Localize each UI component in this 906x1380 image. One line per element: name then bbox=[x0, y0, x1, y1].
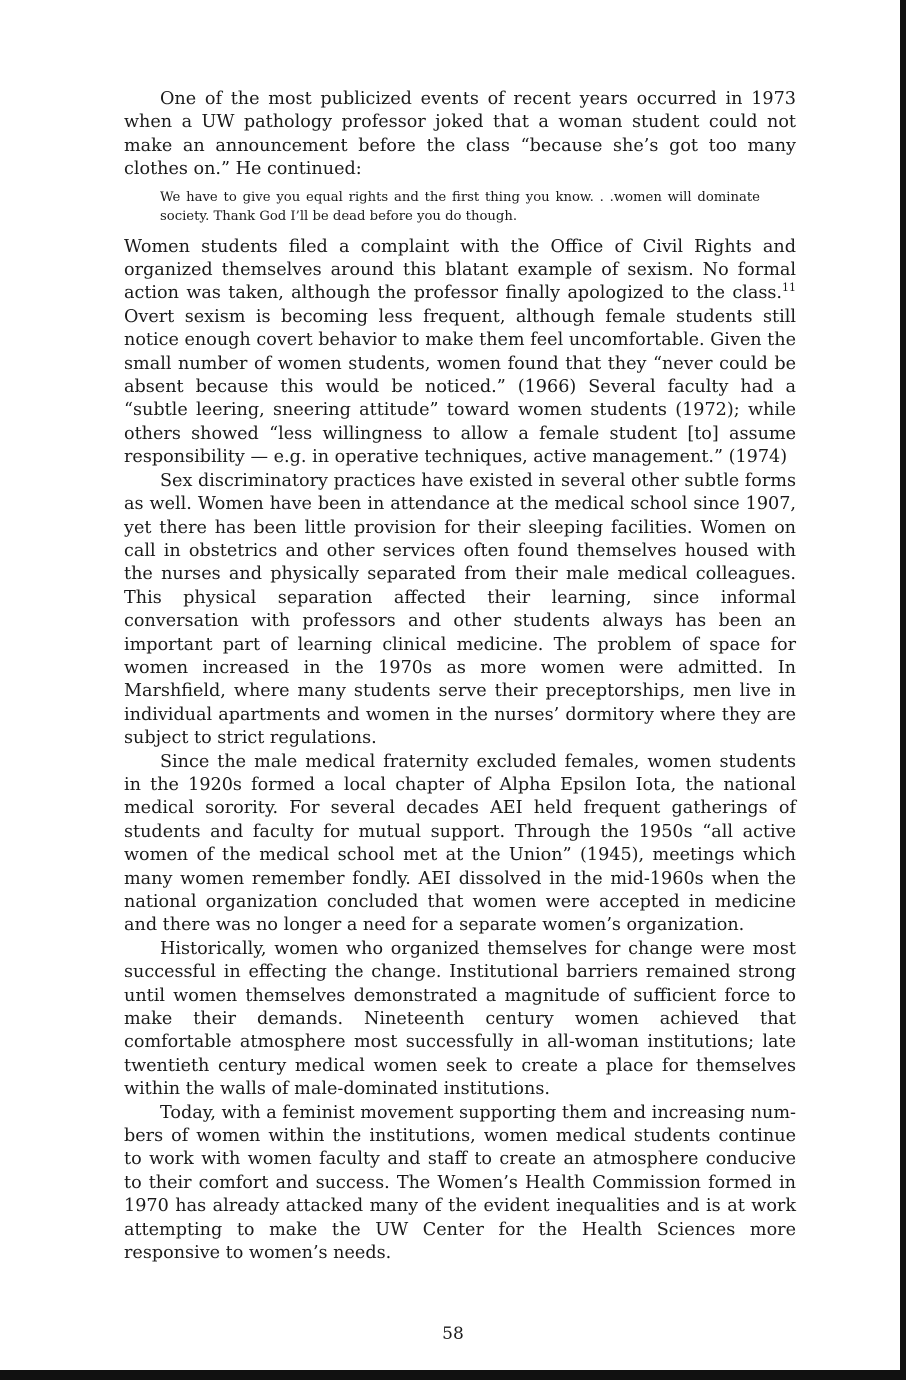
paragraph-sorority: Since the male medical fraternity excluded females, women students in the 1920s formed a local chapter of Alpha Epsilon Iota, the national medical sorority. For several decades AEI held frequent gatherings of students and faculty for mutual support. Through the 1950s “all active women of the medical school met at the Union” (1945), meetings which many women remember fondly. AEI dissolved in the mid-1960s when the national organization concluded that women were accepted in medicine and there was no longer a need for a separate women’s organization. bbox=[124, 751, 796, 936]
page-number: 58 bbox=[442, 1324, 464, 1344]
footnote-reference: 11 bbox=[782, 281, 796, 295]
paragraph-complaint-rest: Overt sexism is becoming less frequent, although female students still notice enough covert behavior to make them feel uncomfortable. Given the small number of women students, women found that they “never could be absent because this would be noticed.” (1966) Several faculty had a “subtle leering, sneering attitude” toward women students (1972); while others showed “less willingness to allow a female student [to] assume responsibility — e.g. in operative techniques, active management.” (1974) bbox=[124, 306, 796, 468]
block-quote: We have to give you equal rights and the first thing you know. . .women will dominate society. Thank God I’ll be dead before you do though. bbox=[160, 189, 760, 224]
page-edge-right bbox=[900, 0, 906, 1380]
paragraph-complaint bbox=[124, 236, 796, 470]
paragraph-complaint-start: Women students filed a complaint with the Office of Civil Rights and organized themselves around this blatant example of sexism. No formal action was taken, although the professor finally apologized to the class. bbox=[124, 236, 796, 304]
paragraph-historically: Historically, women who organized themselves for change were most successful in effecting the change. Institutional barriers remained strong until women themselves demonstrated a magnitude of sufficient force to make their demands. Nineteenth century women achieved that comfortable atmosphere most successfully in all-woman institutions; late twentieth century medical women seek to create a place for themselves within the walls of male-dominated institutions. bbox=[124, 938, 796, 1100]
paragraph-intro: One of the most publicized events of recent years occurred in 1973 when a UW pathology professor joked that a woman student could not make an announcement before the class “because she’s got too many clothes on.” He continued: bbox=[124, 89, 796, 180]
page-edge-bottom bbox=[0, 1370, 906, 1380]
paragraph-today: Today, with a feminist movement supporting them and increasing numbers of women within the institutions, women medical students continue to work with women faculty and staff to create an atmosphere conducive to their comfort and success. The Women’s Health Commission formed in 1970 has already attacked many of the evident inequalities and is at work attempting to make the UW Center for the Health Sciences more responsive to women’s needs. bbox=[124, 1102, 796, 1264]
paragraph-discrimination: Sex discriminatory practices have existed in several other subtle forms as well. Women have been in attendance at the medical school since 1907, yet there has been little provision for their sleeping facilities. Women on call in obstetrics and other services often found themselves housed with the nurses and physically separated from their male medical colleagues. This physical separation affected their learning, since informal conversation with professors and other students always has been an important part of learning clinical medicine. The problem of space for women increased in the 1970s as more women were admitted. In Marshfield, where many students serve their preceptorships, men live in individual apartments and women in the nurses’ dormitory where they are subject to strict regulations. bbox=[124, 470, 796, 749]
page-body bbox=[124, 88, 796, 1266]
